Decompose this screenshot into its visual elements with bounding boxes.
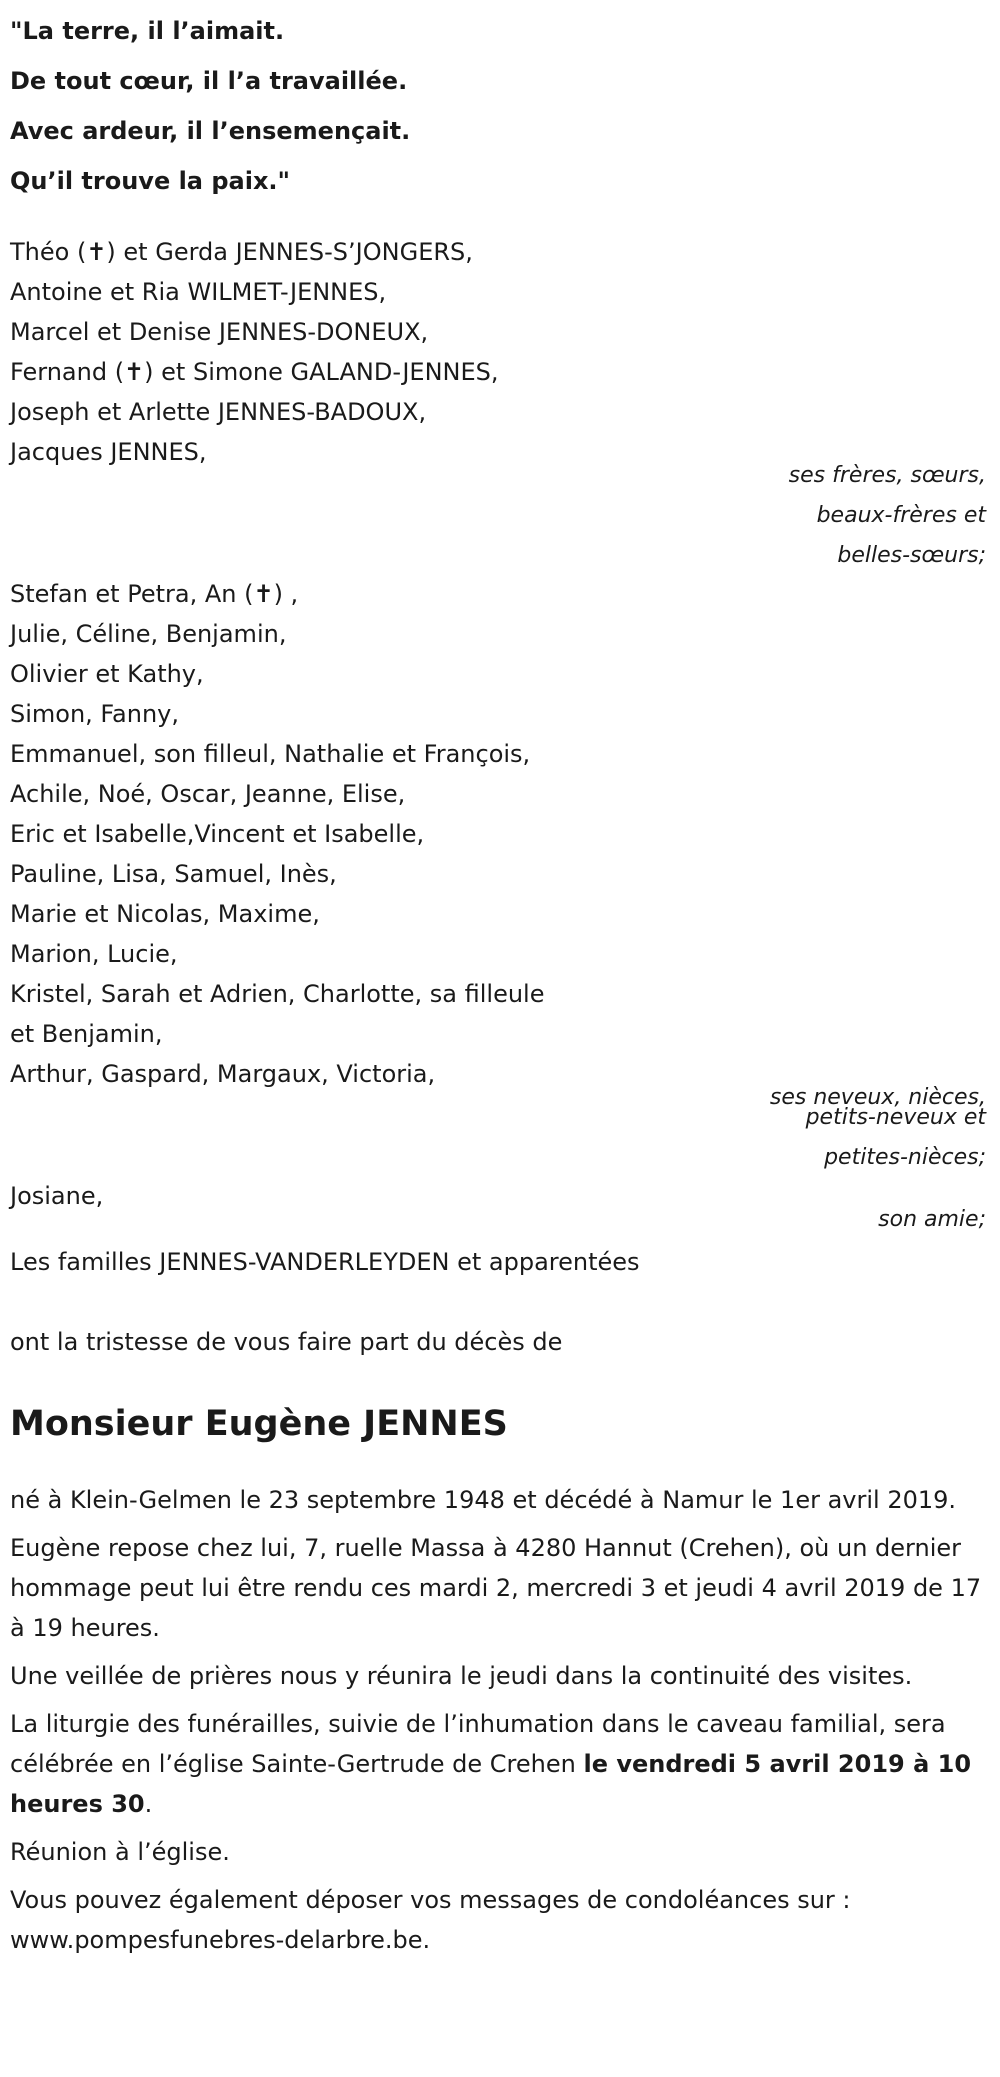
vigil-paragraph: Une veillée de prières nous y réunira le jeudi dans la continuité des visites. bbox=[10, 1662, 913, 1690]
friend-line: Josiane, bbox=[10, 1182, 104, 1210]
funeral-text: La liturgie des funérailles, suivie de l’inhumation dans le caveau familial, sera célébrée en l’église Sainte-Gertrude de Crehen bbox=[10, 1710, 946, 1778]
list-item: Stefan et Petra, An (✝) , bbox=[10, 580, 299, 608]
list-item: Olivier et Kathy, bbox=[10, 660, 204, 688]
list-item: Marcel et Denise JENNES-DONEUX, bbox=[10, 318, 429, 346]
condolences-paragraph: Vous pouvez également déposer vos messages de condoléances sur : www.pompesfunebres-delarbre.be. bbox=[10, 1886, 851, 1954]
nephews-list bbox=[10, 574, 990, 1094]
families-line: Les familles JENNES-VANDERLEYDEN et apparentées bbox=[10, 1248, 640, 1276]
rest-paragraph: Eugène repose chez lui, 7, ruelle Massa à 4280 Hannut (Crehen), où un dernier hommage peut lui être rendu ces mardi 2, mercredi 3 et jeudi 4 avril 2019 de 17 à 19 heures. bbox=[10, 1534, 982, 1642]
meeting-paragraph: Réunion à l’église. bbox=[10, 1838, 230, 1866]
poem-line: Qu’il trouve la paix." bbox=[10, 167, 291, 195]
siblings-list bbox=[10, 232, 990, 472]
role-line: beaux-frères et bbox=[816, 503, 986, 528]
list-item: Marie et Nicolas, Maxime, bbox=[10, 900, 320, 928]
list-item: Marion, Lucie, bbox=[10, 940, 178, 968]
funeral-date: le vendredi 5 avril 2019 à 10 heures 30 bbox=[10, 1750, 972, 1818]
siblings-role bbox=[10, 456, 990, 576]
funeral-end: . bbox=[144, 1790, 153, 1818]
list-item: Arthur, Gaspard, Margaux, Victoria, bbox=[10, 1060, 436, 1088]
list-item: Fernand (✝) et Simone GALAND-JENNES, bbox=[10, 358, 499, 386]
role-line: petites-nièces; bbox=[824, 1145, 986, 1170]
list-item: Théo (✝) et Gerda JENNES-S’JONGERS, bbox=[10, 238, 473, 266]
list-item: Kristel, Sarah et Adrien, Charlotte, sa filleule bbox=[10, 980, 545, 1008]
list-item: Achile, Noé, Oscar, Jeanne, Elise, bbox=[10, 780, 406, 808]
poem bbox=[10, 0, 990, 206]
role-line: belles-sœurs; bbox=[837, 543, 986, 568]
list-item: Julie, Céline, Benjamin, bbox=[10, 620, 287, 648]
announcement: ont la tristesse de vous faire part du décès de bbox=[10, 1328, 563, 1356]
poem-line: "La terre, il l’aimait. bbox=[10, 17, 285, 45]
poem-line: Avec ardeur, il l’ensemençait. bbox=[10, 117, 411, 145]
list-item: Joseph et Arlette JENNES-BADOUX, bbox=[10, 398, 427, 426]
list-item: Simon, Fanny, bbox=[10, 700, 179, 728]
poem-line: De tout cœur, il l’a travaillée. bbox=[10, 67, 408, 95]
friend-role: son amie; bbox=[878, 1207, 986, 1232]
list-item: et Benjamin, bbox=[10, 1020, 163, 1048]
birth-paragraph: né à Klein-Gelmen le 23 septembre 1948 et décédé à Namur le 1er avril 2019. bbox=[10, 1486, 957, 1514]
role-line: ses frères, sœurs, bbox=[788, 463, 986, 488]
deceased-name: Monsieur Eugène JENNES bbox=[10, 1404, 508, 1444]
role-line: petits-neveux et bbox=[805, 1105, 986, 1130]
list-item: Eric et Isabelle,Vincent et Isabelle, bbox=[10, 820, 425, 848]
list-item: Emmanuel, son filleul, Nathalie et François, bbox=[10, 740, 531, 768]
list-item: Pauline, Lisa, Samuel, Inès, bbox=[10, 860, 337, 888]
list-item: Jacques JENNES, bbox=[10, 438, 207, 466]
list-item: Antoine et Ria WILMET-JENNES, bbox=[10, 278, 387, 306]
role-line: ses neveux, nièces, bbox=[769, 1085, 986, 1110]
funeral-paragraph bbox=[10, 1704, 990, 1824]
